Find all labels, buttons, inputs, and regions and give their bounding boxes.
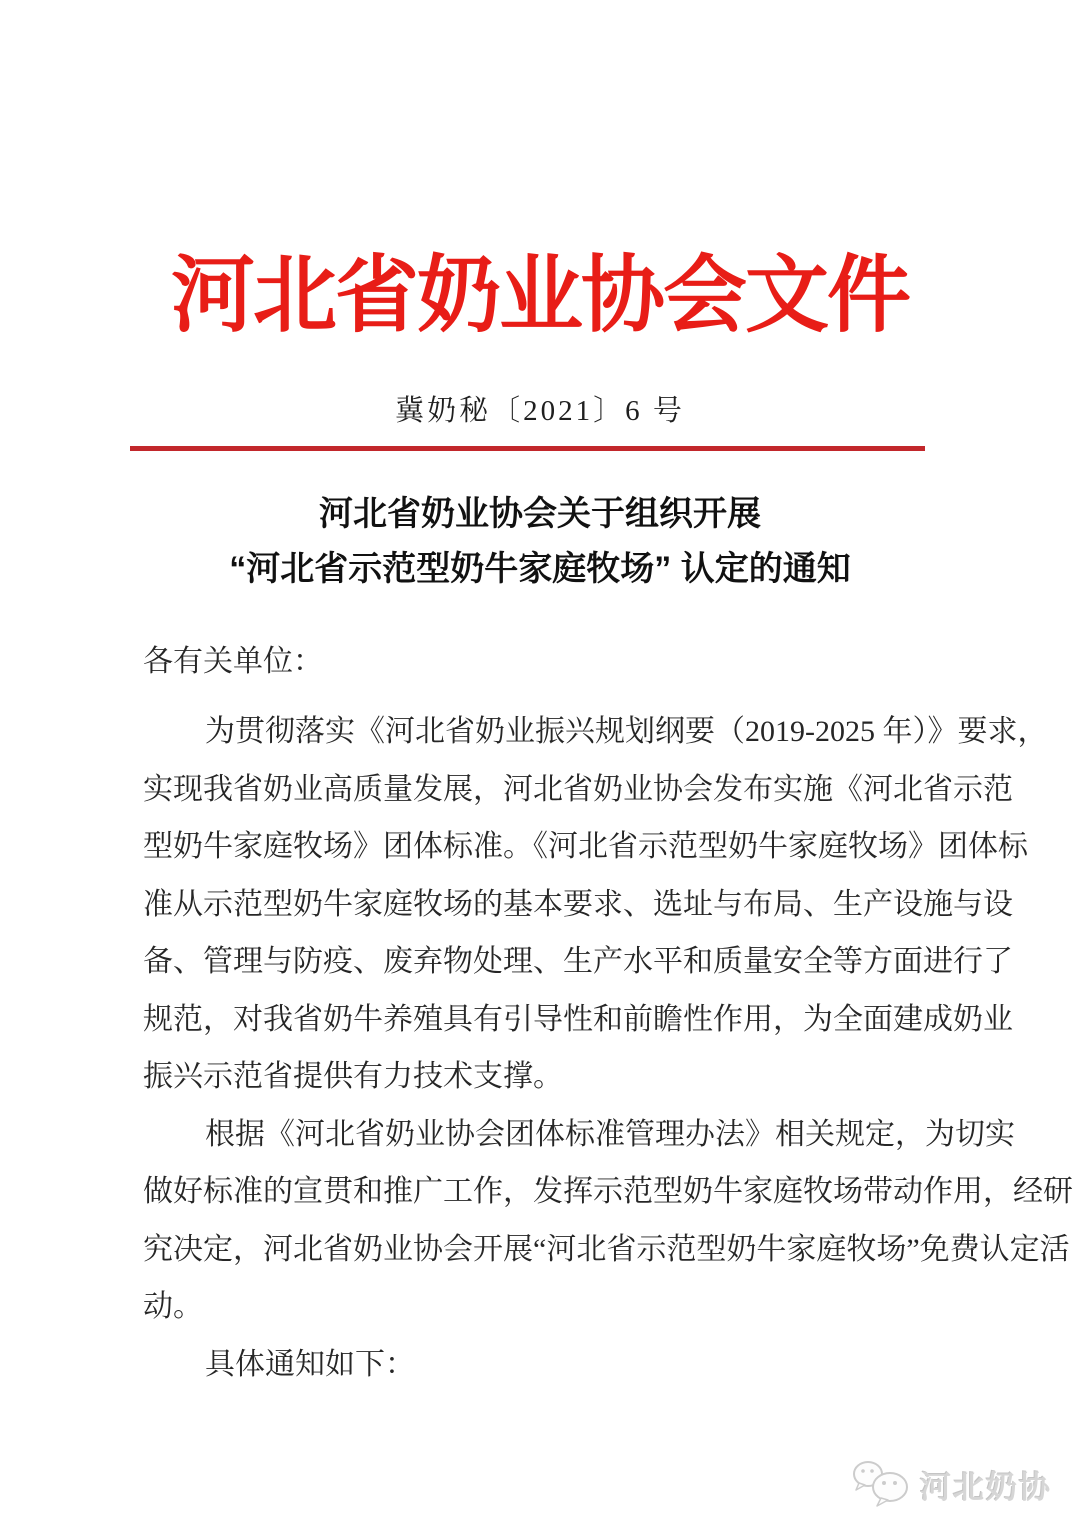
red-divider — [130, 446, 925, 451]
body-line: 究决定，河北省奶业协会开展“河北省示范型奶牛家庭牧场”免费认定活 — [143, 1232, 1070, 1266]
body-line: 为贯彻落实《河北省奶业振兴规划纲要（2019-2025 年）》要求， — [205, 715, 1048, 748]
notice-title-line1: 河北省奶业协会关于组织开展 — [319, 495, 761, 533]
body-line: 型奶牛家庭牧场》团体标准。《河北省示范型奶牛家庭牧场》团体标 — [143, 830, 1028, 863]
body-line: 实现我省奶业高质量发展，河北省奶业协会发布实施《河北省示范 — [143, 772, 1013, 806]
body-line: 具体通知如下： — [205, 1347, 415, 1381]
body-line: 动。 — [143, 1290, 203, 1323]
salutation: 各有关单位： — [143, 645, 323, 678]
watermark-label: 河北奶协 — [920, 1469, 1052, 1505]
body-line: 做好标准的宣贯和推广工作，发挥示范型奶牛家庭牧场带动作用，经研 — [143, 1175, 1073, 1208]
body-text — [143, 703, 1073, 1393]
notice-title-line2: “河北省示范型奶牛家庭牧场” 认定的通知 — [229, 550, 851, 588]
doc-number: 冀奶秘〔2021〕6 号 — [395, 395, 685, 427]
wechat-icon — [852, 1460, 912, 1508]
body-line: 振兴示范省提供有力技术支撑。 — [143, 1060, 563, 1093]
body-line: 根据《河北省奶业协会团体标准管理办法》相关规定，为切实 — [205, 1117, 1015, 1151]
watermark — [852, 1460, 1052, 1508]
org-title: 河北省奶业协会文件 — [170, 250, 909, 343]
body-line: 准从示范型奶牛家庭牧场的基本要求、选址与布局、生产设施与设 — [143, 887, 1013, 921]
body-line: 备、管理与防疫、废弃物处理、生产水平和质量安全等方面进行了 — [143, 945, 1013, 978]
body-line: 规范，对我省奶牛养殖具有引导性和前瞻性作用，为全面建成奶业 — [143, 1002, 1013, 1036]
